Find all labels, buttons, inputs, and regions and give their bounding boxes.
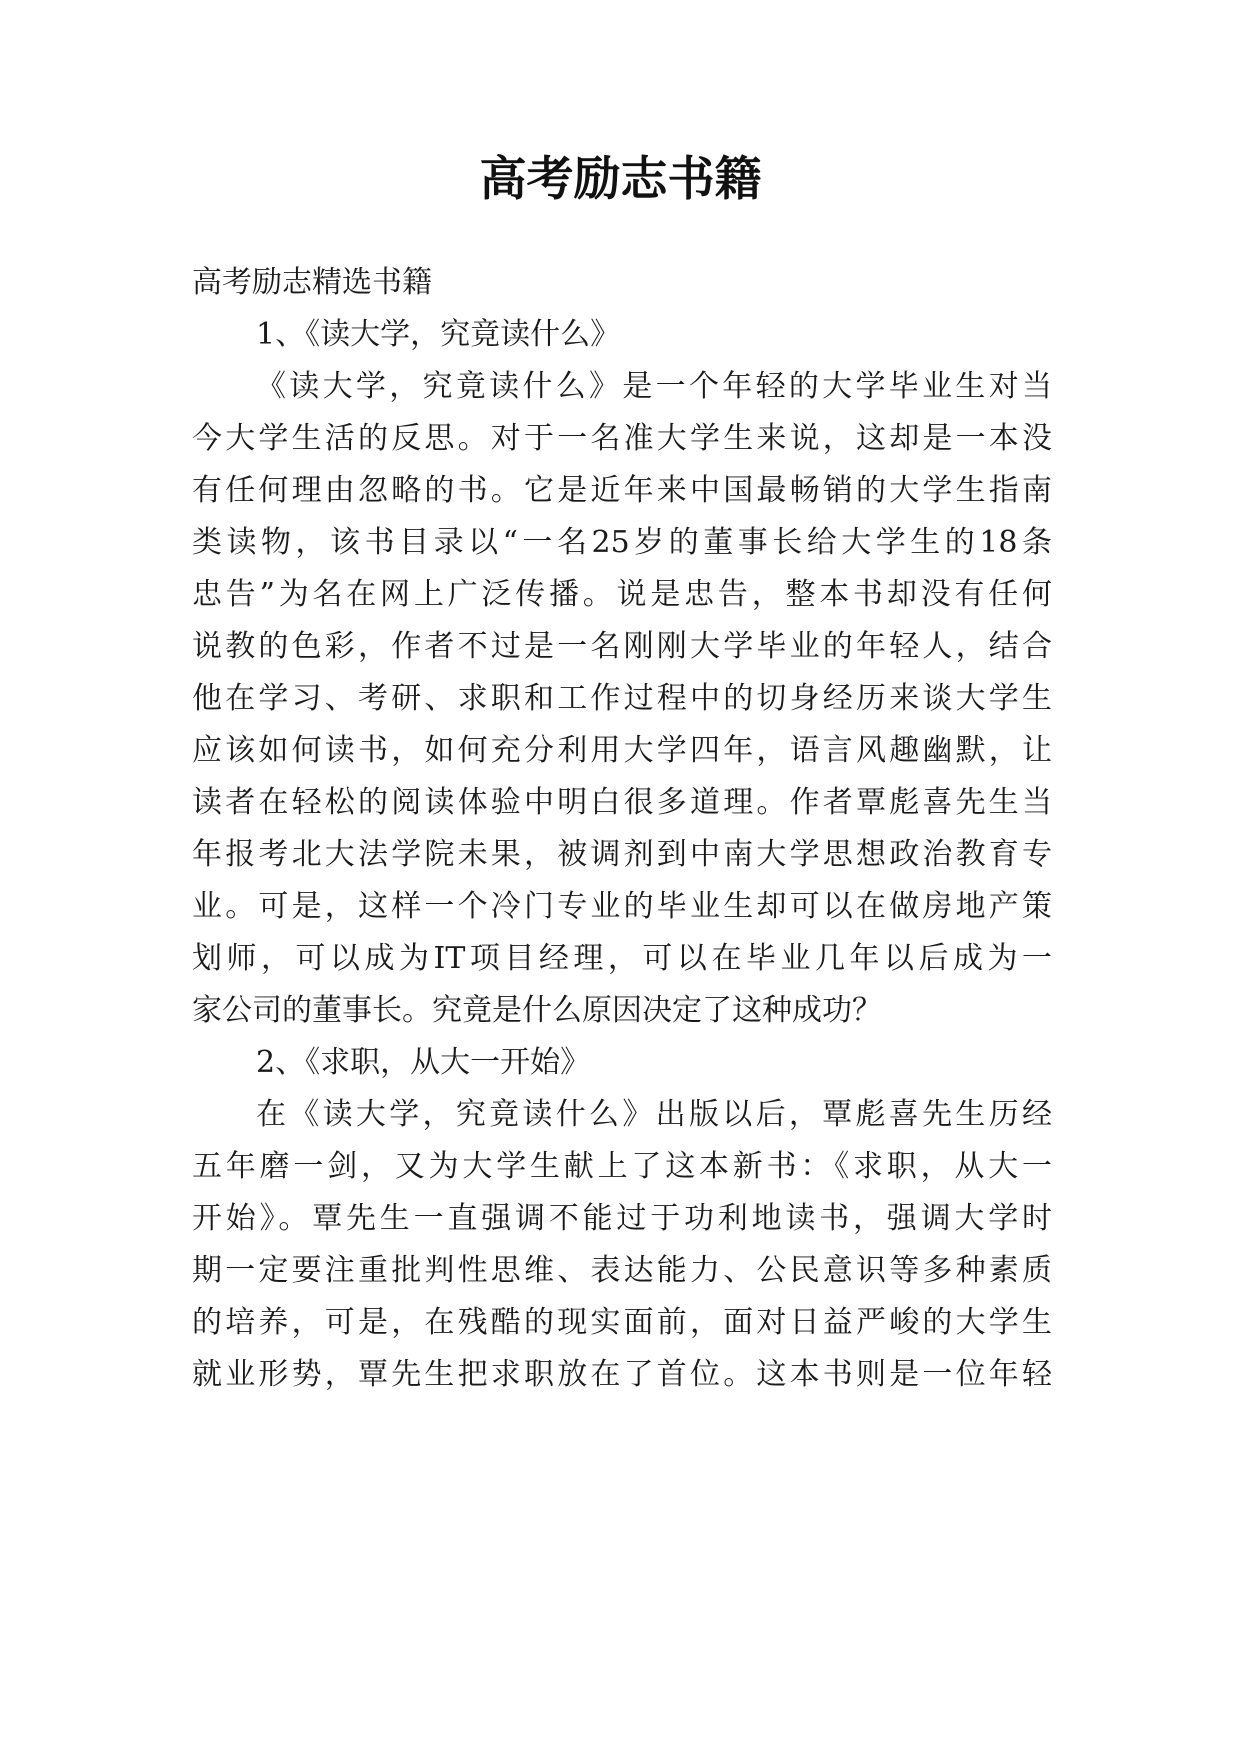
book1-paragraph-line: 类读物，该书目录以“一名25岁的董事长给大学生的18条 [192,525,1052,560]
book1-paragraph-line: 应该如何读书，如何充分利用大学四年，语言风趣幽默，让 [192,733,1052,768]
book1-paragraph-line: 划师，可以成为IT项目经理，可以在毕业几年以后成为一 [192,941,1052,976]
book1-paragraph-line: 家公司的董事长。究竟是什么原因决定了这种成功？ [192,993,882,1028]
book2-paragraph-line: 期一定要注重批判性思维、表达能力、公民意识等多种素质 [192,1253,1052,1288]
page-title: 高考励志书籍 [479,152,762,207]
book1-paragraph-line: 说教的色彩，作者不过是一名刚刚大学毕业的年轻人，结合 [192,629,1052,664]
book2-paragraph-line: 开始》。覃先生一直强调不能过于功利地读书，强调大学时 [192,1201,1052,1236]
book1-paragraph-line: 他在学习、考研、求职和工作过程中的切身经历来谈大学生 [192,681,1052,716]
intro-line: 高考励志精选书籍 [192,265,432,300]
book1-paragraph-line: 今大学生活的反思。对于一名准大学生来说，这却是一本没 [192,421,1052,456]
book1-paragraph-line: 读者在轻松的阅读体验中明白很多道理。作者覃彪喜先生当 [192,785,1052,820]
book1-paragraph-line: 《读大学，究竟读什么》是一个年轻的大学毕业生对当 [256,369,1052,404]
book1-paragraph-line: 有任何理由忽略的书。它是近年来中国最畅销的大学生指南 [192,473,1052,508]
book1-heading: 1、《读大学，究竟读什么》 [256,317,621,352]
book2-paragraph-line: 在《读大学，究竟读什么》出版以后，覃彪喜先生历经 [256,1097,1052,1132]
book2-heading: 2、《求职，从大一开始》 [256,1045,591,1080]
book1-paragraph-line: 忠告”为名在网上广泛传播。说是忠告，整本书却没有任何 [192,577,1052,612]
book1-paragraph-line: 业。可是，这样一个冷门专业的毕业生却可以在做房地产策 [192,889,1052,924]
book2-paragraph-line: 就业形势，覃先生把求职放在了首位。这本书则是一位年轻 [192,1357,1052,1392]
book2-paragraph-line: 五年磨一剑，又为大学生献上了这本新书：《求职，从大一 [192,1149,1052,1184]
book2-paragraph-line: 的培养，可是，在残酷的现实面前，面对日益严峻的大学生 [192,1305,1052,1340]
book1-paragraph-line: 年报考北大法学院未果，被调剂到中南大学思想政治教育专 [192,837,1052,872]
